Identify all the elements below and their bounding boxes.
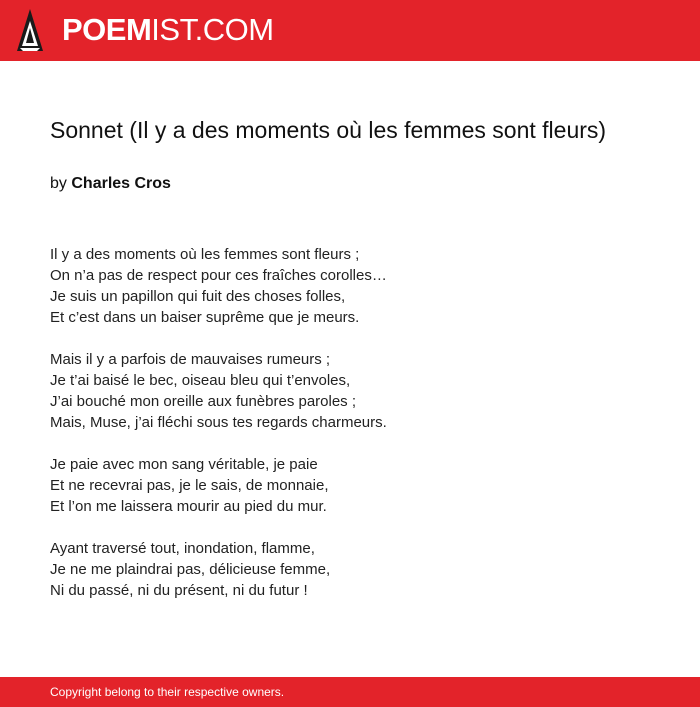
poem-line: Je paie avec mon sang véritable, je paie	[50, 456, 318, 473]
site-header	[0, 0, 700, 61]
stanza-3	[50, 454, 650, 517]
stanza-2	[50, 349, 650, 433]
poem-line: Et l’on me laissera mourir au pied du mur.	[50, 498, 327, 515]
poem-line: Je suis un papillon qui fuit des choses folles,	[50, 288, 346, 305]
site-logo-link[interactable]	[62, 12, 274, 48]
brand-name-strong: POEM	[62, 12, 152, 47]
by-label: by	[50, 175, 67, 192]
stanza-4	[50, 538, 650, 601]
copyright-text: Copyright belong to their respective owners.	[50, 685, 285, 699]
brand-name-light: IST.COM	[151, 12, 274, 47]
poem-title: Sonnet (Il y a des moments où les femmes sont fleurs)	[50, 117, 607, 143]
author-name: Charles Cros	[71, 175, 171, 192]
byline	[50, 174, 171, 194]
poem-line: On n’a pas de respect pour ces fraîches corolles…	[50, 267, 387, 284]
stanza-1	[50, 244, 650, 328]
poem-body	[50, 244, 650, 622]
site-footer	[0, 677, 700, 707]
poem-line: Mais, Muse, j’ai fléchi sous tes regards charmeurs.	[50, 414, 387, 431]
poem-line: Mais il y a parfois de mauvaises rumeurs ;	[50, 351, 331, 368]
poem-line: Et ne recevrai pas, je le sais, de monnaie,	[50, 477, 329, 494]
poem-line: Ni du passé, ni du présent, ni du futur !	[50, 582, 308, 599]
pen-nib-icon[interactable]	[17, 9, 43, 51]
poem-line: Je t’ai baisé le bec, oiseau bleu qui t’envoles,	[50, 372, 351, 389]
poem-line: Je ne me plaindrai pas, délicieuse femme,	[50, 561, 331, 578]
poem-line: Et c’est dans un baiser suprême que je meurs.	[50, 309, 360, 326]
poem-line: Il y a des moments où les femmes sont fleurs ;	[50, 246, 360, 263]
poem-line: J’ai bouché mon oreille aux funèbres paroles ;	[50, 393, 357, 410]
poem-line: Ayant traversé tout, inondation, flamme,	[50, 540, 315, 557]
